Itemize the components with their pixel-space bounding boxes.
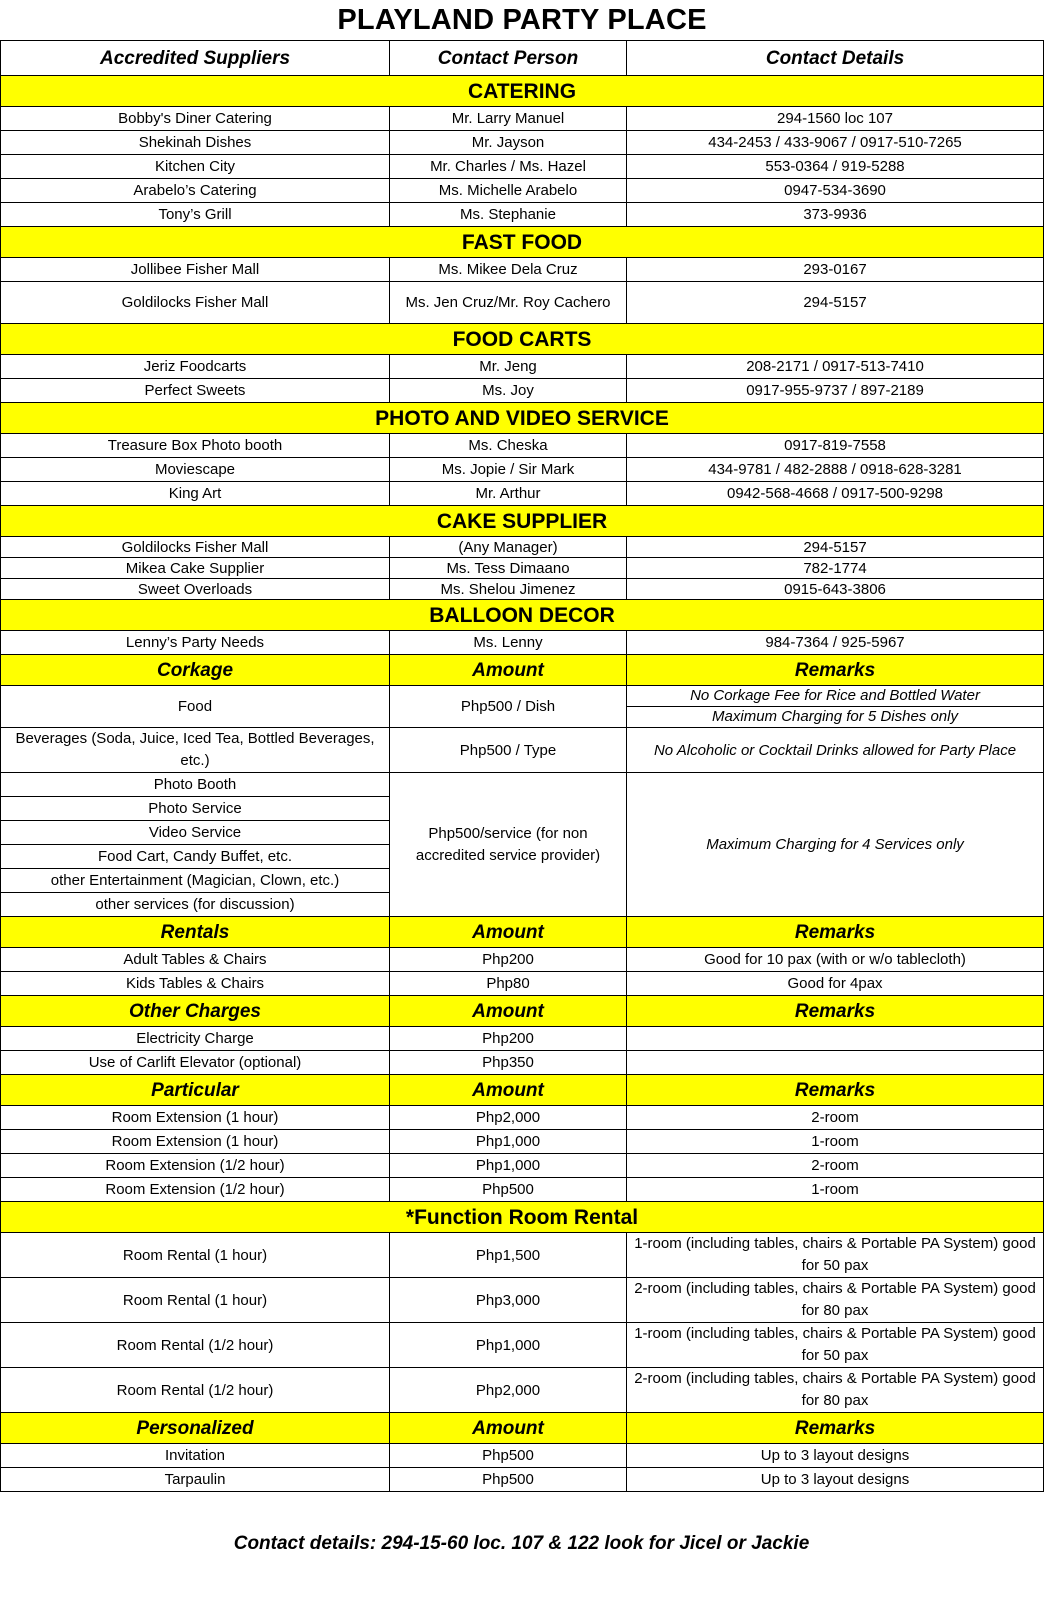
particular-remark: 1-room (627, 1130, 1044, 1154)
contact-details: 0917-819-7558 (627, 434, 1044, 458)
room-rental-amount: Php1,000 (390, 1323, 627, 1368)
table-row (1, 1154, 1044, 1178)
header-row (1, 41, 1044, 76)
corkage-item: Food (1, 686, 390, 728)
table-row (1, 948, 1044, 972)
corkage-item: other Entertainment (Magician, Clown, etc.) (1, 869, 390, 893)
remarks-header: Remarks (627, 1413, 1044, 1444)
supplier-name: Sweet Overloads (1, 579, 390, 600)
remark-line: No Corkage Fee for Rice and Bottled Water (627, 686, 1043, 707)
contact-person: Ms. Stephanie (390, 203, 627, 227)
particular-remark: 2-room (627, 1106, 1044, 1130)
section-photo-video: PHOTO AND VIDEO SERVICE (1, 403, 1044, 434)
room-rental-remark: 1-room (including tables, chairs & Portable PA System) good for 50 pax (627, 1323, 1044, 1368)
contact-details: 208-2171 / 0917-513-7410 (627, 355, 1044, 379)
contact-details: 294-5157 (627, 537, 1044, 558)
contact-person: Ms. Shelou Jimenez (390, 579, 627, 600)
amount-header: Amount (390, 655, 627, 686)
supplier-name: Moviescape (1, 458, 390, 482)
particular-remark: 2-room (627, 1154, 1044, 1178)
contact-person: Ms. Joy (390, 379, 627, 403)
section-function-room-rental: *Function Room Rental (1, 1202, 1044, 1233)
table-row (1, 1233, 1044, 1278)
charge-amount: Php350 (390, 1051, 627, 1075)
contact-details: 294-5157 (627, 282, 1044, 324)
corkage-remark: No Alcoholic or Cocktail Drinks allowed for Party Place (627, 728, 1044, 773)
table-row (1, 1444, 1044, 1468)
contact-details: 0947-534-3690 (627, 179, 1044, 203)
room-rental-remark: 2-room (including tables, chairs & Portable PA System) good for 80 pax (627, 1278, 1044, 1323)
contact-details: 0915-643-3806 (627, 579, 1044, 600)
table-row (1, 631, 1044, 655)
supplier-name: Lenny’s Party Needs (1, 631, 390, 655)
contact-details: 293-0167 (627, 258, 1044, 282)
particular-remark: 1-room (627, 1178, 1044, 1202)
table-row (1, 282, 1044, 324)
contact-details: 782-1774 (627, 558, 1044, 579)
personalized-header-row (1, 1413, 1044, 1444)
contact-person: Ms. Tess Dimaano (390, 558, 627, 579)
table-row (1, 1278, 1044, 1323)
room-rental-item: Room Rental (1 hour) (1, 1278, 390, 1323)
contact-person: Mr. Arthur (390, 482, 627, 506)
amount-header: Amount (390, 1075, 627, 1106)
table-row (1, 1106, 1044, 1130)
table-row (1, 1468, 1044, 1492)
supplier-name: Arabelo’s Catering (1, 179, 390, 203)
contact-person: Ms. Michelle Arabelo (390, 179, 627, 203)
personalized-item: Tarpaulin (1, 1468, 390, 1492)
charge-remark (627, 1027, 1044, 1051)
table-row (1, 773, 1044, 797)
supplier-name: Perfect Sweets (1, 379, 390, 403)
table-row (1, 728, 1044, 773)
rental-remark: Good for 4pax (627, 972, 1044, 996)
charge-item: Electricity Charge (1, 1027, 390, 1051)
particular-header: Particular (1, 1075, 390, 1106)
contact-details: 373-9936 (627, 203, 1044, 227)
supplier-name: Kitchen City (1, 155, 390, 179)
contact-person: (Any Manager) (390, 537, 627, 558)
table-row (1, 1368, 1044, 1413)
contact-person: Mr. Jayson (390, 131, 627, 155)
charge-remark (627, 1051, 1044, 1075)
table-row (1, 1323, 1044, 1368)
supplier-name: Goldilocks Fisher Mall (1, 537, 390, 558)
personalized-remark: Up to 3 layout designs (627, 1468, 1044, 1492)
rental-amount: Php80 (390, 972, 627, 996)
room-rental-amount: Php2,000 (390, 1368, 627, 1413)
corkage-amount: Php500/service (for non accredited service provider) (390, 773, 627, 917)
contact-person: Ms. Mikee Dela Cruz (390, 258, 627, 282)
corkage-remark: Maximum Charging for 4 Services only (627, 773, 1044, 917)
charge-amount: Php200 (390, 1027, 627, 1051)
contact-person: Mr. Jeng (390, 355, 627, 379)
room-rental-item: Room Rental (1/2 hour) (1, 1368, 390, 1413)
contact-details: 984-7364 / 925-5967 (627, 631, 1044, 655)
contact-details: 434-2453 / 433-9067 / 0917-510-7265 (627, 131, 1044, 155)
corkage-remarks (627, 686, 1044, 728)
personalized-amount: Php500 (390, 1444, 627, 1468)
charge-item: Use of Carlift Elevator (optional) (1, 1051, 390, 1075)
contact-person: Ms. Cheska (390, 434, 627, 458)
section-catering: CATERING (1, 76, 1044, 107)
corkage-header-row (1, 655, 1044, 686)
corkage-amount: Php500 / Dish (390, 686, 627, 728)
amount-header: Amount (390, 996, 627, 1027)
rental-remark: Good for 10 pax (with or w/o tablecloth) (627, 948, 1044, 972)
other-charges-header: Other Charges (1, 996, 390, 1027)
room-rental-amount: Php3,000 (390, 1278, 627, 1323)
table-row (1, 579, 1044, 600)
table-row (1, 482, 1044, 506)
remarks-header: Remarks (627, 1075, 1044, 1106)
rental-amount: Php200 (390, 948, 627, 972)
amount-header: Amount (390, 1413, 627, 1444)
supplier-name: Goldilocks Fisher Mall (1, 282, 390, 324)
table-row (1, 179, 1044, 203)
particular-amount: Php1,000 (390, 1130, 627, 1154)
supplier-name: Jollibee Fisher Mall (1, 258, 390, 282)
page-title: PLAYLAND PARTY PLACE (1, 0, 1044, 41)
table-row (1, 379, 1044, 403)
personalized-amount: Php500 (390, 1468, 627, 1492)
particular-item: Room Extension (1 hour) (1, 1106, 390, 1130)
contact-person: Mr. Charles / Ms. Hazel (390, 155, 627, 179)
remarks-header: Remarks (627, 996, 1044, 1027)
table-row (1, 972, 1044, 996)
particular-item: Room Extension (1/2 hour) (1, 1178, 390, 1202)
remarks-header: Remarks (627, 917, 1044, 948)
corkage-amount: Php500 / Type (390, 728, 627, 773)
corkage-item: Beverages (Soda, Juice, Iced Tea, Bottled Beverages, etc.) (1, 728, 390, 773)
header-suppliers: Accredited Suppliers (1, 41, 390, 76)
table-row (1, 458, 1044, 482)
section-fast-food: FAST FOOD (1, 227, 1044, 258)
room-rental-item: Room Rental (1/2 hour) (1, 1323, 390, 1368)
table-row (1, 1027, 1044, 1051)
rental-item: Kids Tables & Chairs (1, 972, 390, 996)
supplier-name: Jeriz Foodcarts (1, 355, 390, 379)
table-row (1, 558, 1044, 579)
corkage-item: Food Cart, Candy Buffet, etc. (1, 845, 390, 869)
corkage-item: Photo Service (1, 797, 390, 821)
header-contact-details: Contact Details (627, 41, 1044, 76)
contact-person: Mr. Larry Manuel (390, 107, 627, 131)
supplier-name: Shekinah Dishes (1, 131, 390, 155)
particular-item: Room Extension (1/2 hour) (1, 1154, 390, 1178)
table-row (1, 355, 1044, 379)
section-food-carts: FOOD CARTS (1, 324, 1044, 355)
header-contact-person: Contact Person (390, 41, 627, 76)
personalized-item: Invitation (1, 1444, 390, 1468)
personalized-remark: Up to 3 layout designs (627, 1444, 1044, 1468)
room-rental-amount: Php1,500 (390, 1233, 627, 1278)
contact-details: 434-9781 / 482-2888 / 0918-628-3281 (627, 458, 1044, 482)
rentals-header-row (1, 917, 1044, 948)
contact-person: Ms. Lenny (390, 631, 627, 655)
table-row (1, 434, 1044, 458)
particular-amount: Php1,000 (390, 1154, 627, 1178)
table-row (1, 155, 1044, 179)
supplier-name: Mikea Cake Supplier (1, 558, 390, 579)
corkage-header: Corkage (1, 655, 390, 686)
supplier-name: Tony’s Grill (1, 203, 390, 227)
section-balloon-decor: BALLOON DECOR (1, 600, 1044, 631)
room-rental-remark: 1-room (including tables, chairs & Portable PA System) good for 50 pax (627, 1233, 1044, 1278)
supplier-name: Treasure Box Photo booth (1, 434, 390, 458)
contact-details: 294-1560 loc 107 (627, 107, 1044, 131)
table-row (1, 131, 1044, 155)
contact-person: Ms. Jopie / Sir Mark (390, 458, 627, 482)
table-row (1, 1051, 1044, 1075)
contact-details: 0917-955-9737 / 897-2189 (627, 379, 1044, 403)
amount-header: Amount (390, 917, 627, 948)
section-cake-supplier: CAKE SUPPLIER (1, 506, 1044, 537)
rentals-header: Rentals (1, 917, 390, 948)
contact-footer: Contact details: 294-15-60 loc. 107 & 122 look for Jicel or Jackie (233, 1533, 810, 1554)
supplier-name: King Art (1, 482, 390, 506)
table-row (1, 107, 1044, 131)
corkage-item: Photo Booth (1, 773, 390, 797)
room-rental-remark: 2-room (including tables, chairs & Portable PA System) good for 80 pax (627, 1368, 1044, 1413)
table-row (1, 203, 1044, 227)
table-row (1, 537, 1044, 558)
table-row (1, 1178, 1044, 1202)
contact-details: 0942-568-4668 / 0917-500-9298 (627, 482, 1044, 506)
table-row (1, 1130, 1044, 1154)
corkage-item: Video Service (1, 821, 390, 845)
remark-line: Maximum Charging for 5 Dishes only (712, 708, 958, 725)
particular-header-row (1, 1075, 1044, 1106)
supplier-name: Bobby's Diner Catering (1, 107, 390, 131)
other-charges-header-row (1, 996, 1044, 1027)
contact-details: 553-0364 / 919-5288 (627, 155, 1044, 179)
contact-person: Ms. Jen Cruz/Mr. Roy Cachero (390, 282, 627, 324)
particular-amount: Php500 (390, 1178, 627, 1202)
particular-amount: Php2,000 (390, 1106, 627, 1130)
personalized-header: Personalized (1, 1413, 390, 1444)
room-rental-item: Room Rental (1 hour) (1, 1233, 390, 1278)
remarks-header: Remarks (627, 655, 1044, 686)
rental-item: Adult Tables & Chairs (1, 948, 390, 972)
particular-item: Room Extension (1 hour) (1, 1130, 390, 1154)
corkage-item: other services (for discussion) (1, 893, 390, 917)
table-row (1, 258, 1044, 282)
table-row (1, 686, 1044, 728)
